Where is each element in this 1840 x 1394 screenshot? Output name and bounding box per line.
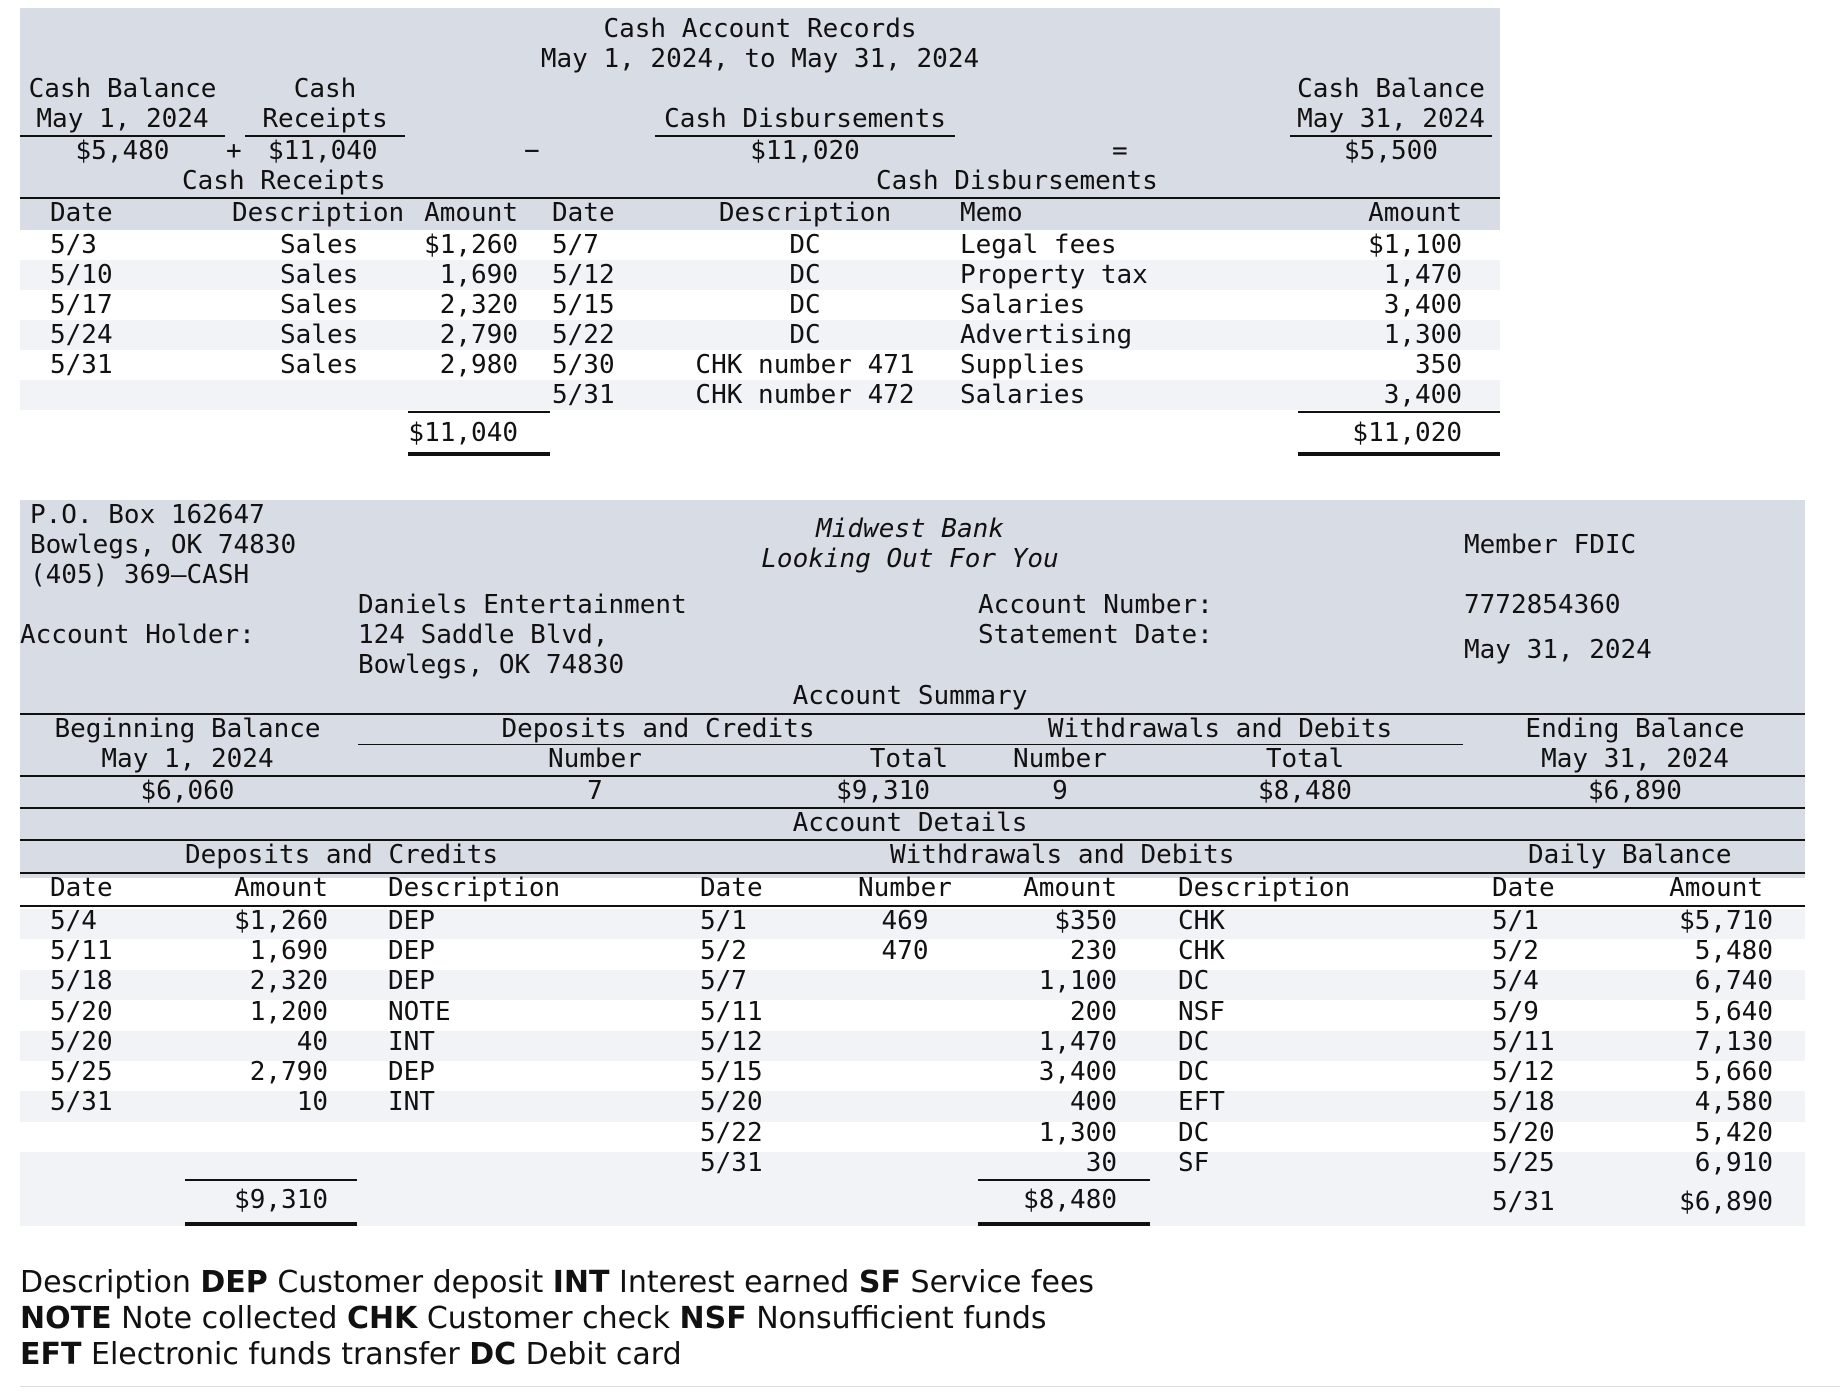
fdic-label: Member FDIC — [1464, 530, 1637, 560]
table-cell: 2,790 — [439, 320, 518, 350]
table-cell: 5/25 — [50, 1057, 113, 1087]
table-cell: 469 — [881, 906, 929, 936]
bank-phone: (405) 369–CASH — [30, 560, 250, 590]
withdrawals-number: 9 — [1052, 776, 1068, 806]
table-cell: 2,790 — [249, 1057, 328, 1087]
disbursements-section-title: Cash Disbursements — [876, 166, 1158, 196]
table-cell: 5/20 — [50, 1027, 113, 1057]
legend-code: NOTE — [20, 1301, 112, 1336]
withdrawals-total-detail: $8,480 — [1023, 1185, 1117, 1215]
table-cell: 1,470 — [1038, 1027, 1117, 1057]
col-header-date: Date — [1492, 873, 1555, 903]
table-cell: 5/17 — [50, 290, 113, 320]
table-cell: 5/3 — [50, 230, 97, 260]
table-cell: DEP — [388, 906, 435, 936]
table-cell: 5/15 — [552, 290, 615, 320]
col-header-memo: Memo — [960, 198, 1023, 228]
details-withdrawals-title: Withdrawals and Debits — [890, 840, 1235, 870]
table-cell: 200 — [1070, 997, 1117, 1027]
table-cell: 5,480 — [1694, 936, 1773, 966]
deposits-total: $9,310 — [836, 776, 930, 806]
table-cell: 1,690 — [439, 260, 518, 290]
bank-slogan: Looking Out For You — [761, 544, 1059, 574]
table-cell: 1,300 — [1383, 320, 1462, 350]
beginning-balance-date: May 1, 2024 — [101, 744, 274, 774]
table-cell: 5/4 — [50, 906, 97, 936]
table-cell: Legal fees — [960, 230, 1117, 260]
divider — [185, 1179, 357, 1181]
end-balance-date: May 31, 2024 — [1297, 104, 1485, 134]
table-cell: 5/7 — [700, 966, 747, 996]
table-cell: 5/31 — [1492, 1187, 1555, 1217]
table-cell: Sales — [280, 290, 359, 320]
table-cell: 5/4 — [1492, 966, 1539, 996]
table-cell: DC — [789, 260, 821, 290]
details-daily-title: Daily Balance — [1528, 840, 1732, 870]
legend-text: Description — [20, 1265, 201, 1300]
table-cell: 5/11 — [1492, 1027, 1555, 1057]
withdrawals-total: $8,480 — [1258, 776, 1352, 806]
end-balance-value: $5,500 — [1344, 136, 1438, 166]
receipts-total: $11,040 — [408, 418, 518, 448]
account-number: 7772854360 — [1464, 590, 1621, 620]
col-header-amount: Amount — [1368, 198, 1462, 228]
ending-balance-date: May 31, 2024 — [1541, 744, 1729, 774]
table-cell: NOTE — [388, 997, 451, 1027]
double-underline — [185, 1222, 357, 1226]
divider — [978, 1179, 1150, 1181]
table-cell: DC — [789, 230, 821, 260]
table-cell: 5/1 — [700, 906, 747, 936]
table-cell: 10 — [296, 1087, 328, 1117]
table-cell: $1,100 — [1368, 230, 1462, 260]
table-cell: NSF — [1178, 997, 1225, 1027]
withdrawals-total-header: Total — [1265, 744, 1345, 774]
double-underline — [978, 1222, 1150, 1226]
col-header-number: Number — [858, 873, 952, 903]
table-cell: DEP — [388, 936, 435, 966]
table-cell: DC — [1178, 966, 1210, 996]
table-cell: 2,320 — [439, 290, 518, 320]
col-header-date: Date — [552, 198, 615, 228]
table-cell: Sales — [280, 350, 359, 380]
ending-balance-value: $6,890 — [1588, 776, 1682, 806]
legend-text: Customer check — [417, 1301, 680, 1336]
table-cell: 5/12 — [1492, 1057, 1555, 1087]
table-cell: $6,890 — [1679, 1187, 1773, 1217]
table-cell: DC — [789, 290, 821, 320]
table-cell: 5,420 — [1694, 1118, 1773, 1148]
table-cell: 2,980 — [439, 350, 518, 380]
minus-sign: − — [524, 136, 540, 166]
equals-sign: = — [1112, 136, 1128, 166]
table-cell: 5/12 — [700, 1027, 763, 1057]
table-cell: INT — [388, 1087, 435, 1117]
table-cell: 3,400 — [1038, 1057, 1117, 1087]
table-cell: Property tax — [960, 260, 1148, 290]
table-cell: 5/31 — [50, 1087, 113, 1117]
beginning-balance-label: Beginning Balance — [54, 714, 321, 744]
table-cell: DEP — [388, 1057, 435, 1087]
col-header-date: Date — [50, 198, 113, 228]
table-cell: 5/12 — [552, 260, 615, 290]
legend-code: INT — [552, 1265, 610, 1300]
bank-name: Midwest Bank — [816, 514, 1004, 544]
table-cell: 30 — [1085, 1148, 1117, 1178]
col-header-amount: Amount — [234, 873, 328, 903]
table-cell: Sales — [280, 230, 359, 260]
legend-text: Nonsufficient funds — [746, 1301, 1047, 1336]
table-cell: EFT — [1178, 1087, 1225, 1117]
table-cell: Salaries — [960, 380, 1086, 410]
legend-text: Customer deposit — [267, 1265, 553, 1300]
table-cell: 5/10 — [50, 260, 113, 290]
table-cell: 5/31 — [50, 350, 113, 380]
table-cell: 4,580 — [1694, 1087, 1773, 1117]
table-cell: 1,300 — [1038, 1118, 1117, 1148]
table-cell: 5/11 — [50, 936, 113, 966]
table-cell: Supplies — [960, 350, 1086, 380]
table-cell: 400 — [1070, 1087, 1117, 1117]
begin-balance-date: May 1, 2024 — [36, 104, 209, 134]
table-cell: 5/18 — [1492, 1087, 1555, 1117]
legend-code: DC — [469, 1337, 517, 1372]
table-cell: 5/20 — [700, 1087, 763, 1117]
table-cell: CHK number 472 — [695, 380, 915, 410]
legend-code: NSF — [679, 1301, 747, 1336]
details-deposits-title: Deposits and Credits — [185, 840, 499, 870]
table-cell: Sales — [280, 260, 359, 290]
divider — [1298, 411, 1500, 413]
double-underline — [1298, 452, 1500, 456]
table-cell: DEP — [388, 966, 435, 996]
col-header-description: Description — [1178, 873, 1351, 903]
table-cell: 1,200 — [249, 997, 328, 1027]
account-holder-address: 124 Saddle Blvd, — [358, 620, 609, 650]
table-cell: 6,910 — [1694, 1148, 1773, 1178]
table-cell: DC — [1178, 1057, 1210, 1087]
table-cell: 5/22 — [552, 320, 615, 350]
table-cell: 5/1 — [1492, 906, 1539, 936]
statement-date: May 31, 2024 — [1464, 635, 1652, 665]
begin-balance-label: Cash Balance — [28, 74, 217, 104]
end-balance-label: Cash Balance — [1297, 74, 1485, 104]
table-cell: 3,400 — [1383, 290, 1462, 320]
plus-sign: + — [226, 136, 242, 166]
table-cell: $5,710 — [1679, 906, 1773, 936]
table-cell: 5/9 — [1492, 997, 1539, 1027]
double-underline — [408, 452, 550, 456]
divider — [20, 1386, 1840, 1387]
table-cell: 40 — [296, 1027, 328, 1057]
records-title: Cash Account Records — [603, 14, 917, 44]
table-cell: 5/25 — [1492, 1148, 1555, 1178]
table-cell: 1,100 — [1038, 966, 1117, 996]
legend-code: DEP — [200, 1265, 268, 1300]
col-header-date: Date — [50, 873, 113, 903]
table-cell: 7,130 — [1694, 1027, 1773, 1057]
legend-code: CHK — [346, 1301, 418, 1336]
table-cell: CHK — [1178, 906, 1225, 936]
table-cell: DC — [789, 320, 821, 350]
table-cell: 5/7 — [552, 230, 599, 260]
table-cell: 5/20 — [1492, 1118, 1555, 1148]
deposits-number: 7 — [587, 776, 603, 806]
disbursements-value: $11,020 — [750, 136, 860, 166]
receipts-label-2: Receipts — [262, 104, 388, 134]
deposits-credits-title: Deposits and Credits — [501, 714, 815, 744]
table-cell: 2,320 — [249, 966, 328, 996]
col-header-description: Description — [388, 873, 561, 903]
col-header-amount: Amount — [1669, 873, 1763, 903]
table-cell: $350 — [1054, 906, 1117, 936]
table-cell: 5/24 — [50, 320, 113, 350]
table-cell: 230 — [1070, 936, 1117, 966]
table-cell: 1,690 — [249, 936, 328, 966]
col-header-date: Date — [700, 873, 763, 903]
table-cell: DC — [1178, 1118, 1210, 1148]
col-header-amount: Amount — [424, 198, 518, 228]
account-holder-name: Daniels Entertainment — [358, 590, 687, 620]
table-cell: 5/2 — [1492, 936, 1539, 966]
table-cell: 5,660 — [1694, 1057, 1773, 1087]
account-summary-title: Account Summary — [792, 681, 1028, 711]
receipts-section-title: Cash Receipts — [182, 166, 386, 196]
table-cell: 5,640 — [1694, 997, 1773, 1027]
table-cell: INT — [388, 1027, 435, 1057]
account-holder-city: Bowlegs, OK 74830 — [358, 650, 625, 680]
table-cell: Salaries — [960, 290, 1086, 320]
table-cell: 5/2 — [700, 936, 747, 966]
col-header-description: Description — [232, 198, 405, 228]
table-cell: Advertising — [960, 320, 1133, 350]
bank-address-line: Bowlegs, OK 74830 — [30, 530, 297, 560]
divider — [408, 411, 550, 413]
col-header-amount: Amount — [1023, 873, 1117, 903]
table-cell: 350 — [1415, 350, 1462, 380]
deposits-total-detail: $9,310 — [234, 1185, 328, 1215]
beginning-balance-value: $6,060 — [140, 776, 235, 806]
disbursements-total: $11,020 — [1352, 418, 1462, 448]
bank-address-line: P.O. Box 162647 — [30, 500, 265, 530]
table-cell: 5/22 — [700, 1118, 763, 1148]
table-cell: 3,400 — [1383, 380, 1462, 410]
table-cell: $1,260 — [424, 230, 518, 260]
records-period: May 1, 2024, to May 31, 2024 — [540, 44, 980, 74]
table-cell: 470 — [881, 936, 929, 966]
table-cell: 5/31 — [552, 380, 615, 410]
disbursements-label: Cash Disbursements — [664, 104, 946, 134]
legend-text: Note collected — [111, 1301, 347, 1336]
table-cell: 5/20 — [50, 997, 113, 1027]
legend-text: Interest earned — [609, 1265, 859, 1300]
table-cell: Sales — [280, 320, 359, 350]
table-cell: CHK number 471 — [695, 350, 915, 380]
legend-code: SF — [858, 1265, 901, 1300]
table-cell: CHK — [1178, 936, 1225, 966]
table-cell: 1,470 — [1383, 260, 1462, 290]
table-cell: $1,260 — [234, 906, 328, 936]
receipts-label: Cash — [293, 74, 357, 104]
legend-text: Debit card — [516, 1337, 682, 1372]
begin-balance-value: $5,480 — [75, 136, 170, 166]
account-number-label: Account Number: — [978, 590, 1213, 620]
legend-text: Service fees — [900, 1265, 1095, 1300]
legend-line — [20, 1301, 1047, 1337]
legend-line — [20, 1265, 1094, 1301]
table-cell: 5/30 — [552, 350, 615, 380]
receipts-value: $11,040 — [268, 136, 378, 166]
withdrawals-debits-title: Withdrawals and Debits — [1047, 714, 1393, 744]
legend-text: Electronic funds transfer — [81, 1337, 470, 1372]
table-cell: 6,740 — [1694, 966, 1773, 996]
table-cell: 5/15 — [700, 1057, 763, 1087]
table-cell: SF — [1178, 1148, 1210, 1178]
table-cell: DC — [1178, 1027, 1210, 1057]
table-cell: 5/31 — [700, 1148, 763, 1178]
statement-date-label: Statement Date: — [978, 620, 1213, 650]
withdrawals-number-header: Number — [1013, 744, 1107, 774]
deposits-number-header: Number — [548, 744, 642, 774]
table-cell: 5/18 — [50, 966, 113, 996]
ending-balance-label: Ending Balance — [1525, 714, 1745, 744]
account-details-title: Account Details — [792, 808, 1028, 838]
legend-code: EFT — [20, 1337, 82, 1372]
col-header-description: Description — [718, 198, 892, 228]
legend-line — [20, 1337, 682, 1373]
account-holder-label: Account Holder: — [20, 620, 255, 650]
deposits-total-header: Total — [869, 744, 948, 774]
table-cell: 5/11 — [700, 997, 763, 1027]
